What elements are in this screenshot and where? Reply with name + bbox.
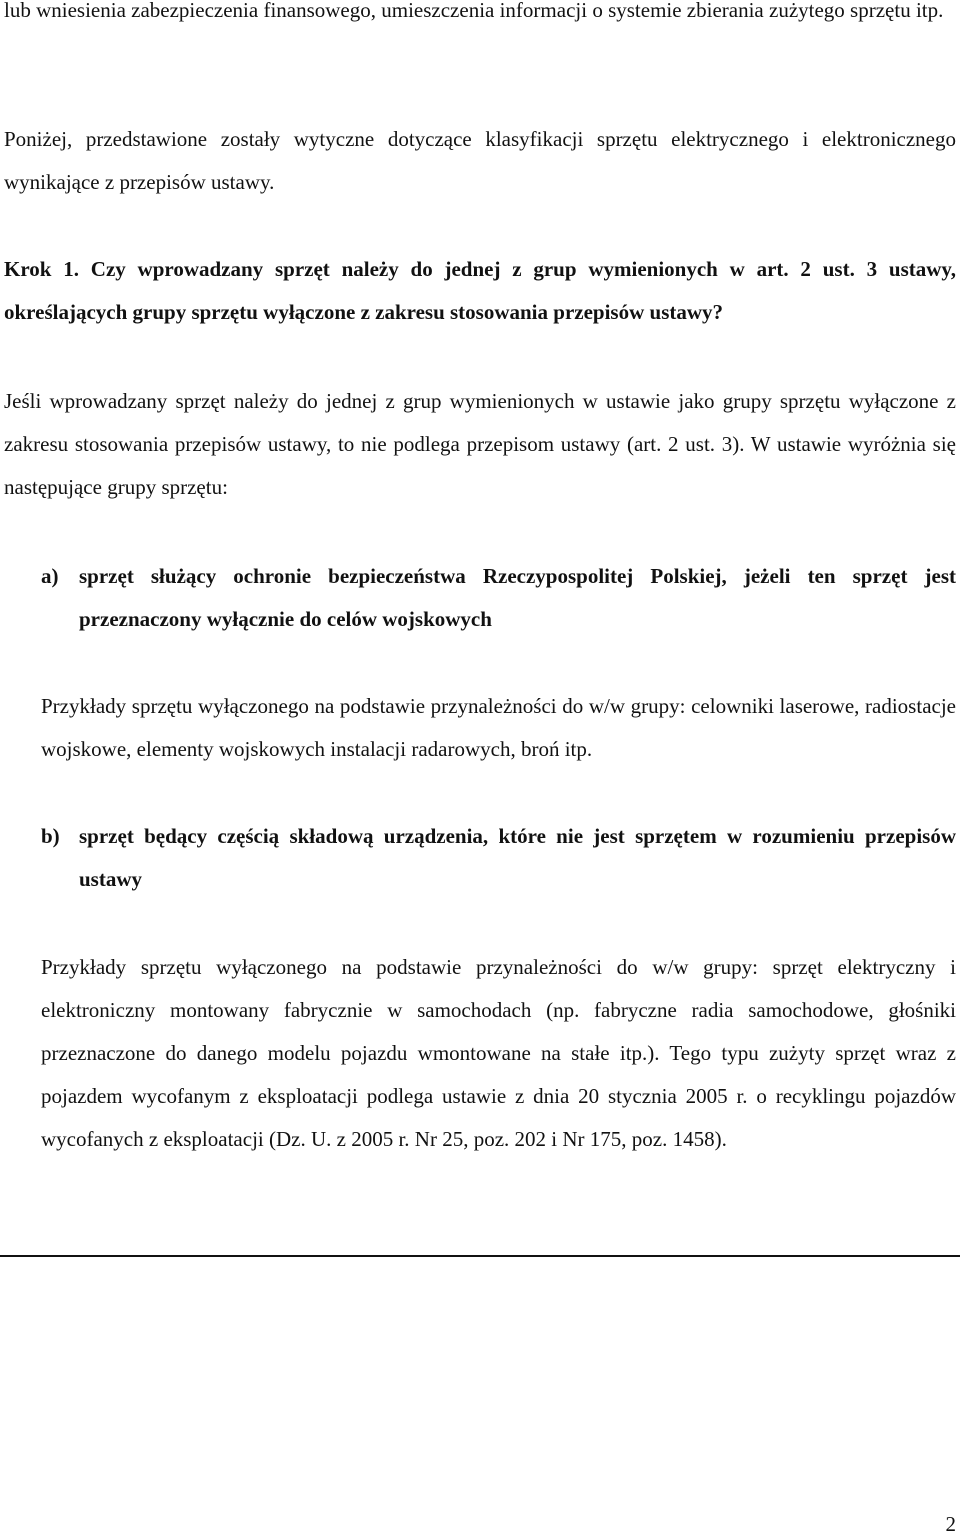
- item-b-examples-paragraph: Przykłady sprzętu wyłączonego na podstawie przynależności do w/w grupy: sprzęt elektryczny i elektroniczny montowany fabrycznie w samochodach (np. fabryczne radia samochodowe, głośniki przeznaczone do danego modelu pojazdu wmontowane na stałe itp.). Tego typu zużyty sprzęt wraz z pojazdem wycofanym z eksploatacji podlega ustawie z dnia 20 stycznia 2005 r. o recyklingu pojazdów wycofanych z eksploatacji (Dz. U. z 2005 r. Nr 25, poz. 202 i Nr 175, poz. 1458).: [41, 955, 956, 1151]
- list-text-a: sprzęt służący ochronie bezpieczeństwa Rzeczypospolitej Polskiej, jeżeli ten sprzęt jest przeznaczony wyłącznie do celów wojskowych: [79, 564, 956, 631]
- list-marker-a: a): [41, 564, 59, 588]
- item-a-examples-paragraph: Przykłady sprzętu wyłączonego na podstawie przynależności do w/w grupy: celowniki laserowe, radiostacje wojskowe, elementy wojskowych instalacji radarowych, broń itp.: [41, 694, 956, 761]
- footnote-separator-line: [0, 1255, 960, 1257]
- step1-heading: Krok 1. Czy wprowadzany sprzęt należy do jednej z grup wymienionych w art. 2 ust. 3 ustawy, określających grupy sprzętu wyłączone z zakresu stosowania przepisów ustawy?: [4, 257, 956, 324]
- page-number: 2: [945, 1512, 956, 1536]
- list-marker-b: b): [41, 824, 60, 848]
- guidelines-paragraph: Poniżej, przedstawione zostały wytyczne dotyczące klasyfikacji sprzętu elektrycznego i elektronicznego wynikające z przepisów ustawy.: [4, 127, 956, 194]
- list-item-a: [41, 555, 956, 641]
- list-text-b: sprzęt będący częścią składową urządzenia, które nie jest sprzętem w rozumieniu przepisów ustawy: [79, 824, 956, 891]
- step1-paragraph: Jeśli wprowadzany sprzęt należy do jednej z grup wymienionych w ustawie jako grupy sprzętu wyłączone z zakresu stosowania przepisów ustawy, to nie podlega przepisom ustawy (art. 2 ust. 3). W ustawie wyróżnia się następujące grupy sprzętu:: [4, 389, 956, 499]
- intro-paragraph: lub wniesienia zabezpieczenia finansowego, umieszczenia informacji o systemie zbierania zużytego sprzętu itp.: [4, 0, 944, 22]
- list-item-b: [41, 815, 956, 901]
